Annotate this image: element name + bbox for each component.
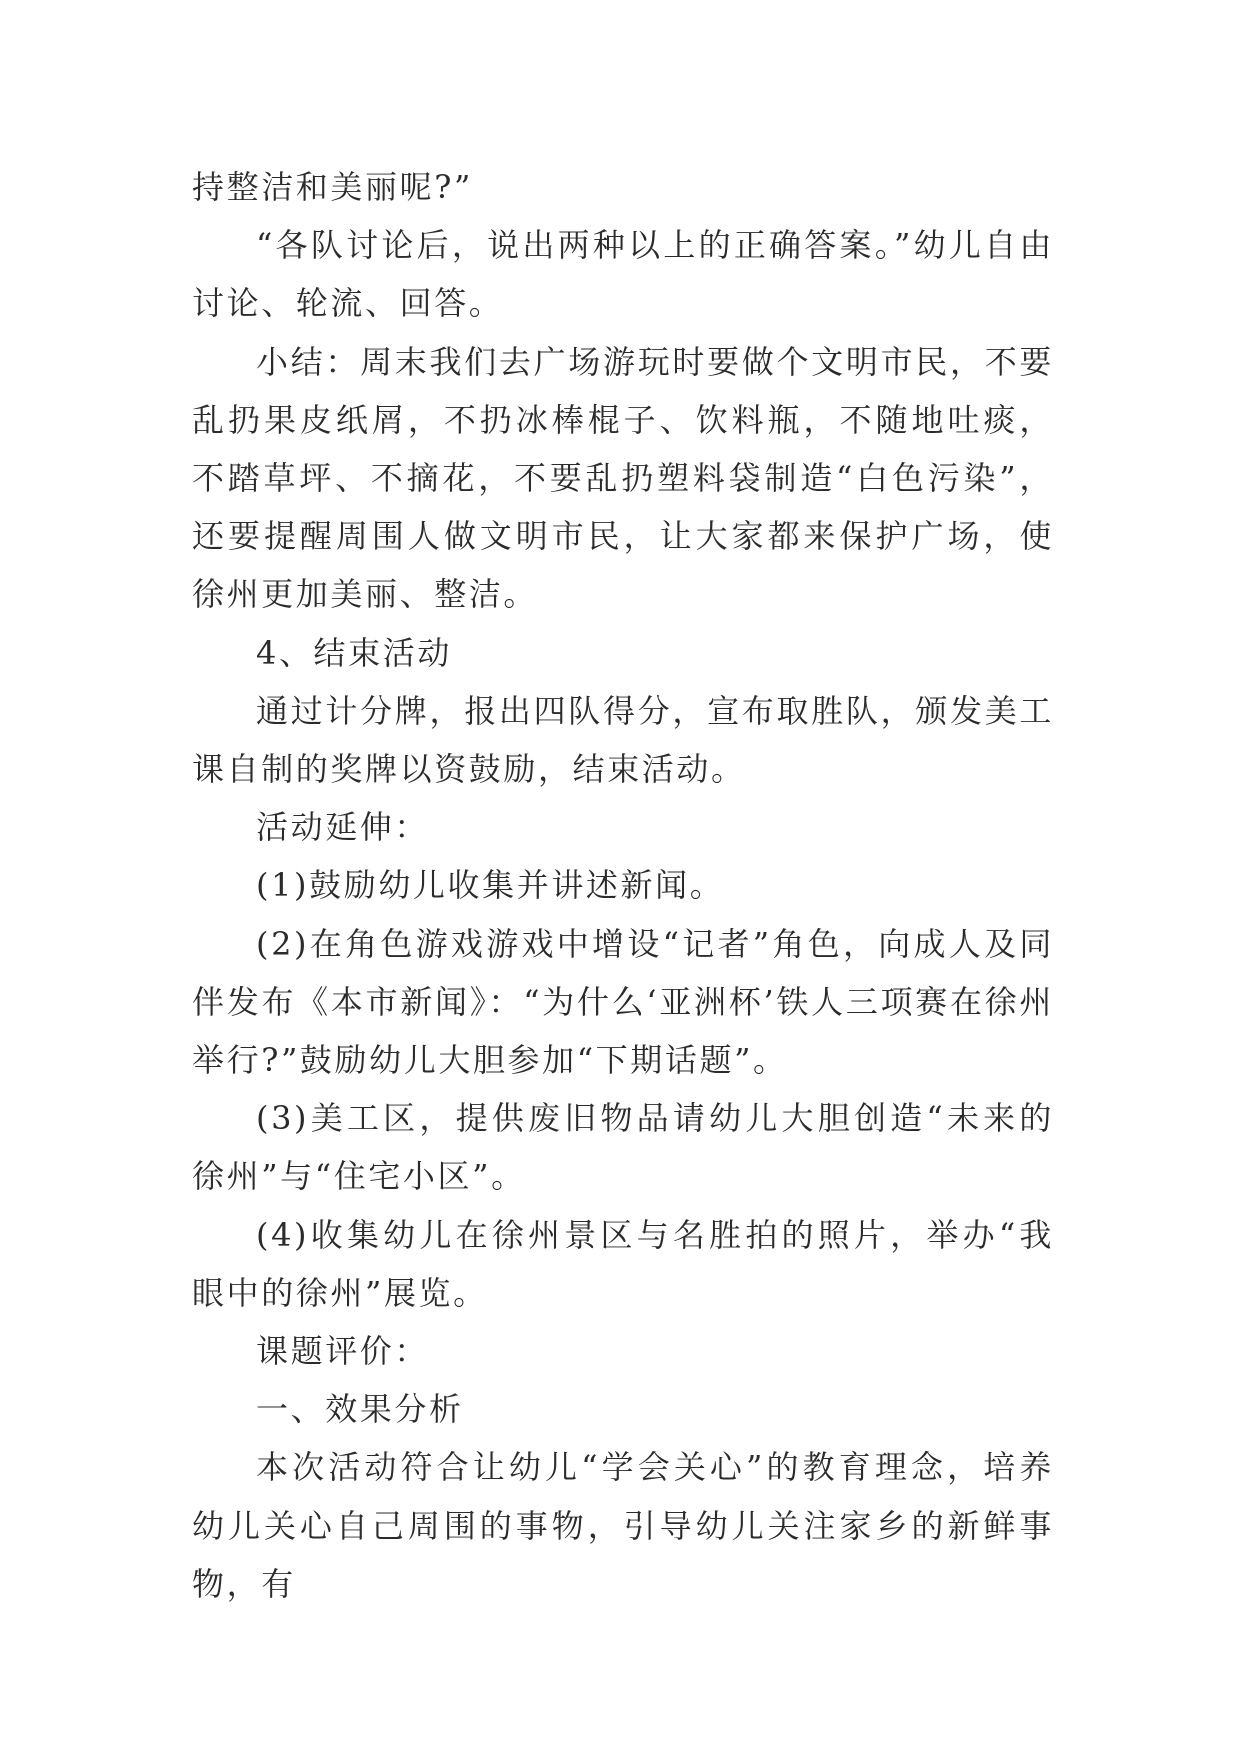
document-body (192, 158, 1054, 1613)
list-item: (2)在角色游戏游戏中增设“记者”角色，向成人及同伴发布《本市新闻》：“为什么‘亚洲杯’铁人三项赛在徐州举行?”鼓励幼儿大胆参加“下期话题”。 (192, 924, 1054, 1080)
list-item: (1)鼓励幼儿收集并讲述新闻。 (256, 866, 725, 905)
paragraph: “各队讨论后，说出两种以上的正确答案。”幼儿自由讨论、轮流、回答。 (192, 226, 1054, 323)
section-heading: 课题评价： (256, 1332, 430, 1371)
paragraph: 本次活动符合让幼儿“学会关心”的教育理念，培养幼儿关心自己周围的事物，引导幼儿关注家乡的新鲜事物，有 (192, 1448, 1054, 1603)
paragraph: 通过计分牌，报出四队得分，宣布取胜队，颁发美工课自制的奖牌以资鼓励，结束活动。 (192, 691, 1054, 789)
section-heading: 4、结束活动 (256, 633, 452, 672)
section-heading: 活动延伸： (256, 808, 430, 847)
paragraph: 持整洁和美丽呢?” (192, 168, 473, 206)
section-heading: 一、效果分析 (256, 1390, 464, 1429)
paragraph: 小结：周末我们去广场游玩时要做个文明市民，不要乱扔果皮纸屑，不扔冰棒棍子、饮料瓶，不随地吐痰，不踏草坪、不摘花，不要乱扔塑料袋制造“白色污染”，还要提醒周围人做文明市民，让大家都来保护广场，使徐州更加美丽、整洁。 (192, 342, 1054, 614)
list-item: (3)美工区，提供废旧物品请幼儿大胆创造“未来的徐州”与“住宅小区”。 (192, 1099, 1054, 1196)
list-item: (4)收集幼儿在徐州景区与名胜拍的照片，举办“我眼中的徐州”展览。 (192, 1215, 1054, 1312)
